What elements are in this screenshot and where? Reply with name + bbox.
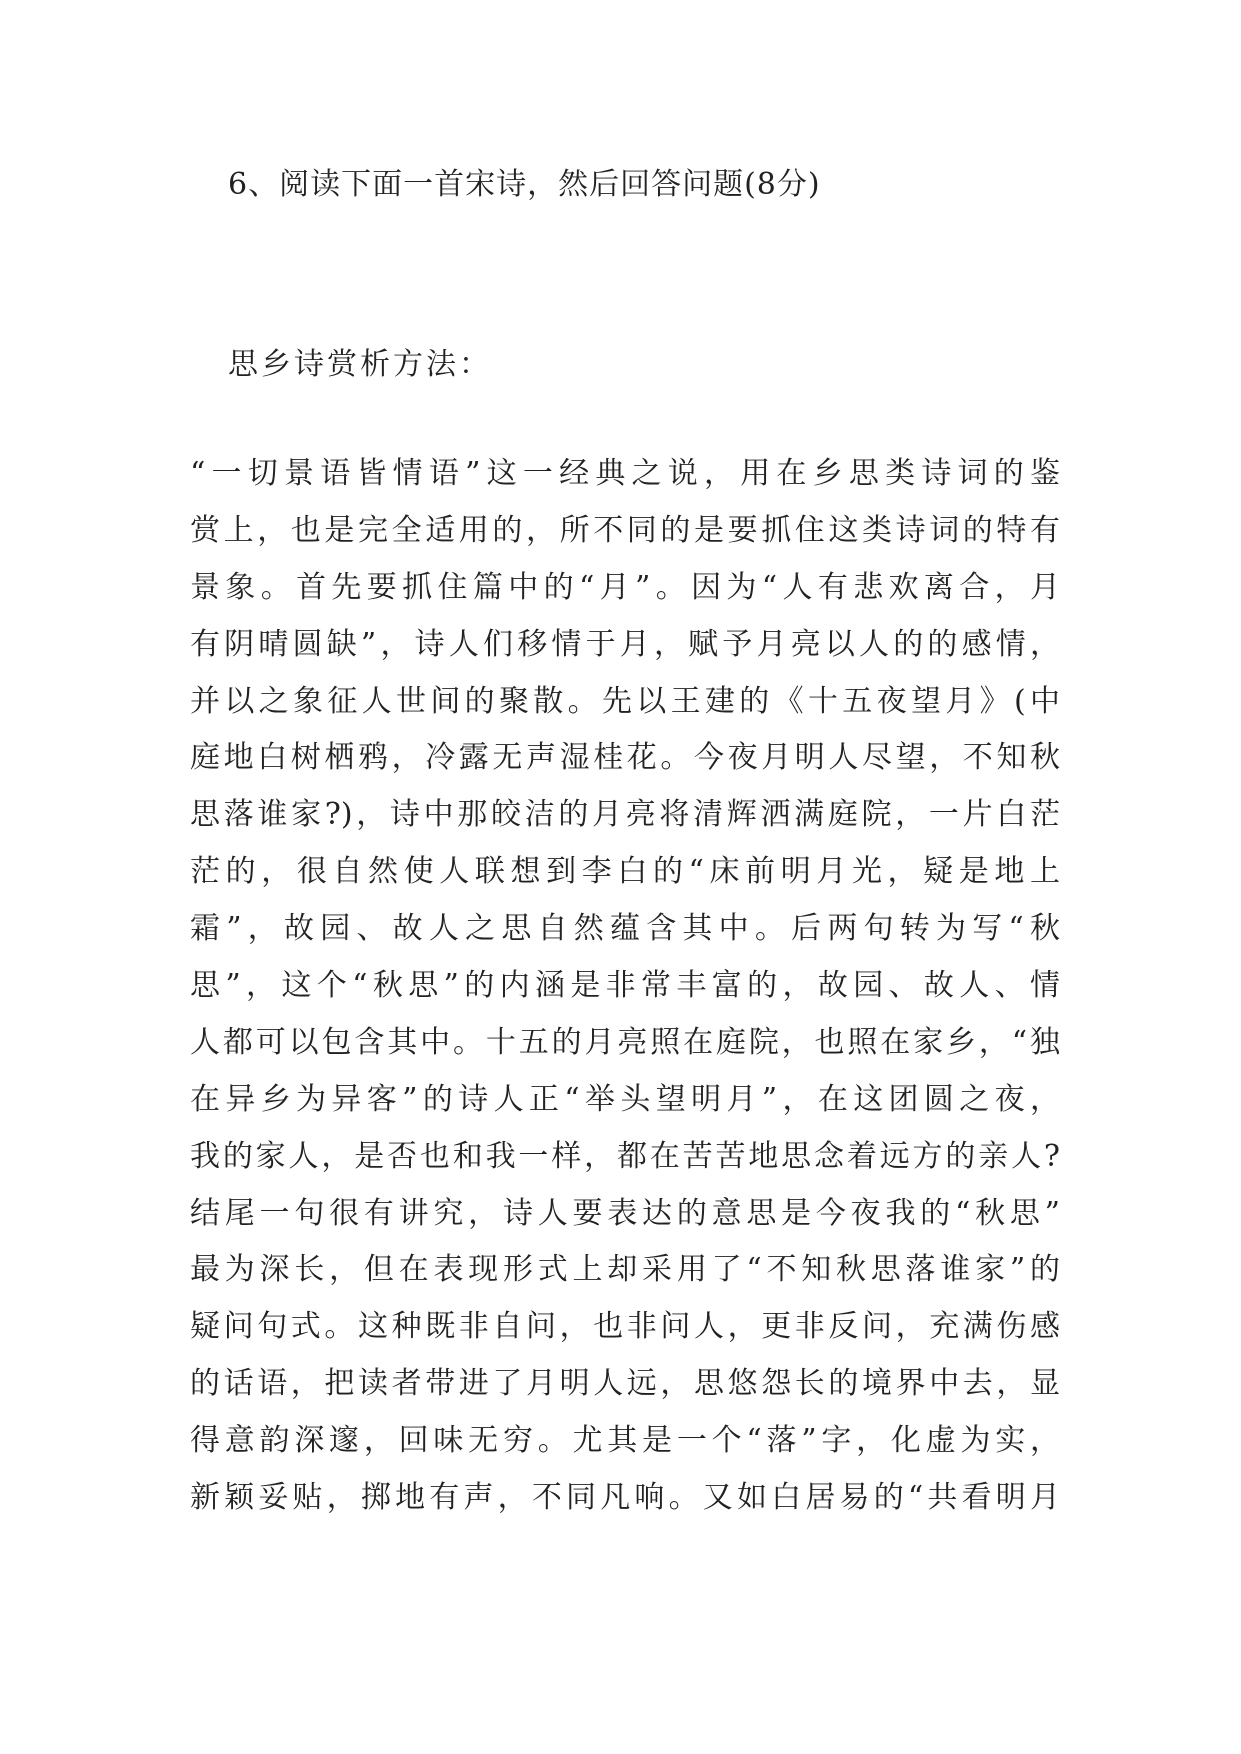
paragraph-line: 思落谁家?)，诗中那皎洁的月亮将清辉洒满庭院，一片白茫 (190, 797, 1060, 833)
paragraph-line: 人都可以包含其中。十五的月亮照在庭院，也照在家乡，“独 (190, 1024, 1060, 1060)
body-paragraph (190, 446, 1060, 1527)
paragraph-line: 我的家人，是否也和我一样，都在苦苦地思念着远方的亲人? (190, 1138, 1060, 1174)
paragraph-line: 的话语，把读者带进了月明人远，思悠怨长的境界中去，显 (190, 1366, 1060, 1402)
paragraph-line: 景象。首先要抓住篇中的“月”。因为“人有悲欢离合，月 (190, 569, 1060, 605)
paragraph-line: 疑问句式。这种既非自问，也非问人，更非反问，充满伤感 (190, 1309, 1060, 1345)
section-heading: 思乡诗赏析方法： (228, 347, 492, 382)
paragraph-line: 在异乡为异客”的诗人正“举头望明月”，在这团圆之夜， (190, 1081, 1060, 1117)
paragraph-line: 赏上，也是完全适用的，所不同的是要抓住这类诗词的特有 (190, 512, 1060, 548)
paragraph-line: 并以之象征人世间的聚散。先以王建的《十五夜望月》(中 (190, 683, 1060, 719)
paragraph-line: 新颖妥贴，掷地有声，不同凡响。又如白居易的“共看明月 (190, 1480, 1060, 1516)
paragraph-line: 庭地白树栖鸦，冷露无声湿桂花。今夜月明人尽望，不知秋 (190, 740, 1060, 776)
paragraph-line: 结尾一句很有讲究，诗人要表达的意思是今夜我的“秋思” (190, 1195, 1060, 1231)
paragraph-line: 霜”，故园、故人之思自然蕴含其中。后两句转为写“秋 (190, 911, 1060, 947)
paragraph-line: 最为深长，但在表现形式上却采用了“不知秋思落谁家”的 (190, 1252, 1060, 1288)
paragraph-line: 得意韵深邃，回味无穷。尤其是一个“落”字，化虚为实， (190, 1423, 1060, 1459)
paragraph-line: 茫的，很自然使人联想到李白的“床前明月光，疑是地上 (190, 854, 1060, 890)
paragraph-line: 思”，这个“秋思”的内涵是非常丰富的，故园、故人、情 (190, 968, 1060, 1004)
paragraph-line: “一切景语皆情语”这一经典之说，用在乡思类诗词的鉴 (190, 456, 1060, 491)
question-title: 6、阅读下面一首宋诗，然后回答问题(8分) (228, 167, 821, 202)
paragraph-line: 有阴晴圆缺”，诗人们移情于月，赋予月亮以人的的感情， (190, 626, 1060, 662)
